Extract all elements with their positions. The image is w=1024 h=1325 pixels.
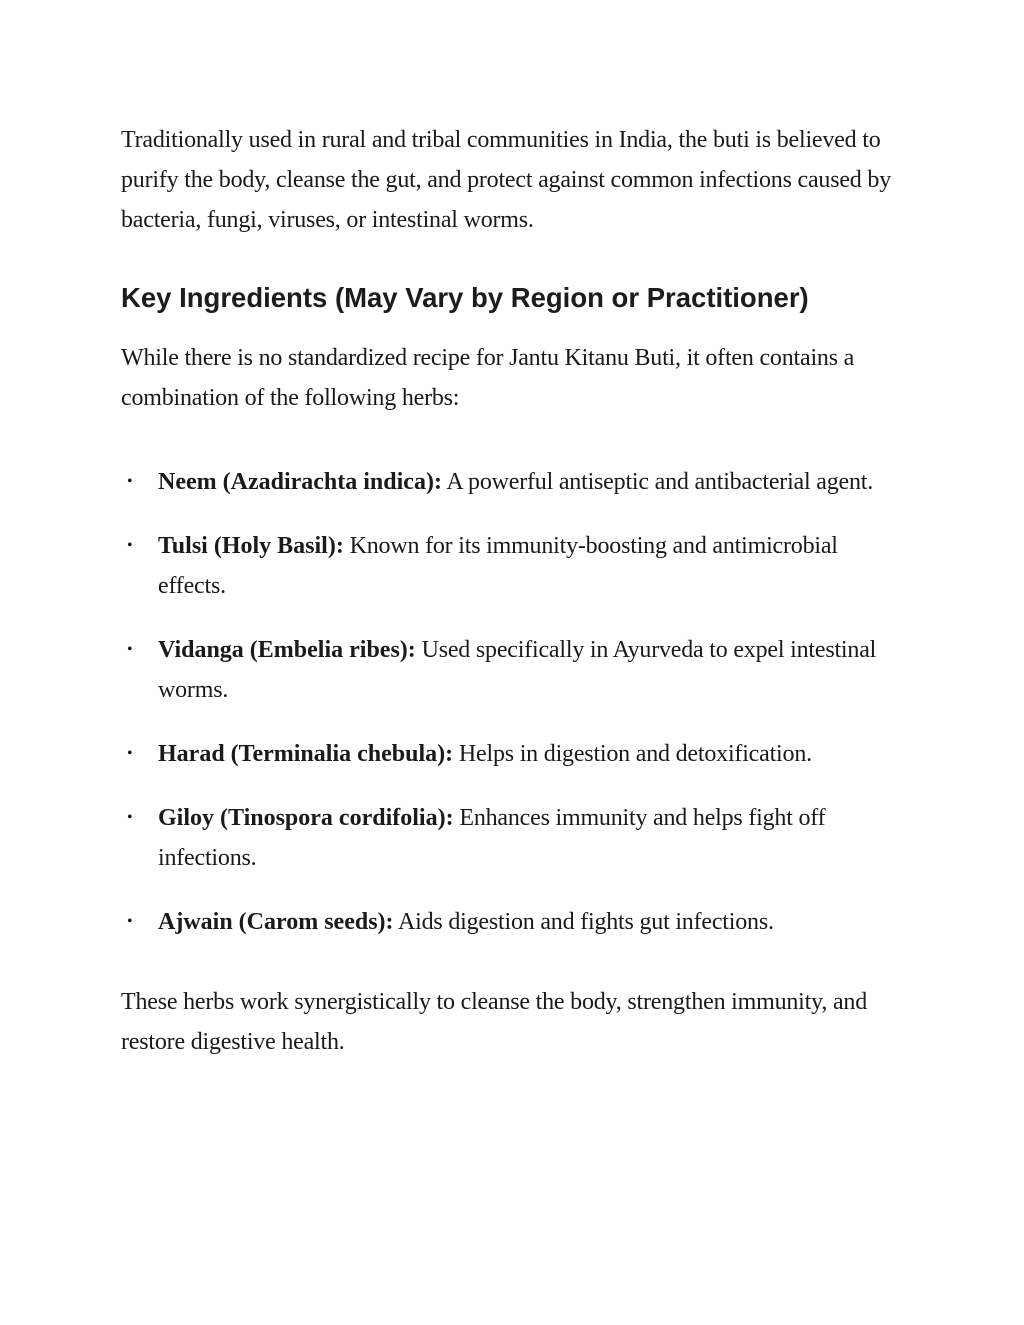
herb-item-harad	[121, 734, 901, 774]
herb-name: Giloy (Tinospora cordifolia):	[158, 805, 454, 831]
herb-list	[121, 462, 901, 942]
herb-description: Enhances immunity and helps fight off infections.	[158, 805, 826, 871]
herb-item-giloy	[121, 798, 901, 878]
herb-item-neem	[121, 462, 901, 502]
bullet-icon: •	[127, 537, 133, 554]
herb-description: Used specifically in Ayurveda to expel intestinal worms.	[158, 637, 877, 703]
herb-item-ajwain	[121, 902, 901, 942]
herb-name: Tulsi (Holy Basil):	[158, 533, 344, 559]
herb-item-tulsi	[121, 526, 901, 606]
bullet-icon: •	[127, 809, 133, 826]
bullet-icon: •	[127, 473, 133, 490]
herb-name: Neem (Azadirachta indica):	[158, 469, 442, 495]
herb-item-vidanga	[121, 630, 901, 710]
herb-name: Harad (Terminalia chebula):	[158, 741, 454, 767]
document-page	[121, 120, 901, 1062]
herb-description: Helps in digestion and detoxification.	[453, 741, 812, 767]
herb-description: Aids digestion and fights gut infections.	[393, 909, 774, 935]
intro-paragraph: Traditionally used in rural and tribal communities in India, the buti is believed to purify the body, cleanse the gut, and protect against common infections caused by bacteria, fungi, viruses, or intestinal worms.	[121, 127, 892, 233]
herb-name: Vidanga (Embelia ribes):	[158, 637, 416, 663]
section-heading: Key Ingredients (May Vary by Region or Practitioner)	[121, 282, 809, 313]
closing-paragraph: These herbs work synergistically to cleanse the body, strengthen immunity, and restore digestive health.	[121, 989, 868, 1055]
bullet-icon: •	[127, 745, 133, 762]
bullet-icon: •	[127, 641, 133, 658]
herb-name: Ajwain (Carom seeds):	[158, 909, 394, 935]
herb-description: A powerful antiseptic and antibacterial agent.	[441, 469, 874, 495]
herb-description: Known for its immunity-boosting and antimicrobial effects.	[158, 533, 838, 599]
bullet-icon: •	[127, 913, 133, 930]
lead-paragraph: While there is no standardized recipe for Jantu Kitanu Buti, it often contains a combination of the following herbs:	[121, 345, 855, 411]
